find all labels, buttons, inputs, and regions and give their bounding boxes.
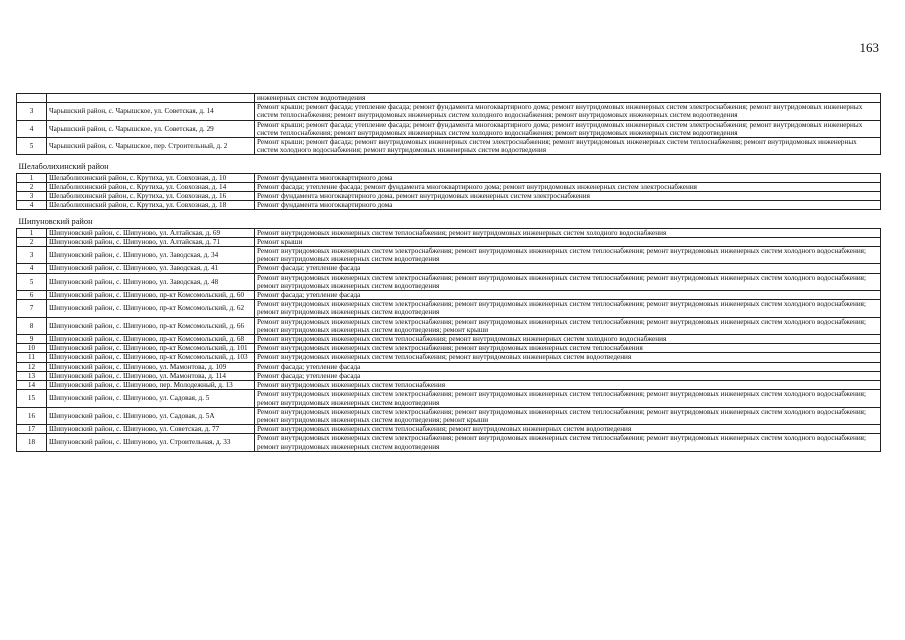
row-number: 3 — [17, 103, 47, 120]
row-number: 16 — [17, 407, 47, 424]
district-section-row — [17, 210, 881, 228]
row-number: 4 — [17, 264, 47, 273]
table-row — [17, 362, 881, 371]
table-row — [17, 407, 881, 424]
row-address: Чарышский район, с. Чарышское, пер. Строительный, д. 2 — [47, 138, 255, 155]
row-work-list: Ремонт внутридомовых инженерных систем теплоснабжения; ремонт внутридомовых инженерных систем водоотведения — [255, 425, 881, 434]
row-number: 6 — [17, 291, 47, 300]
row-address: Шипуновский район, с. Шипуново, ул. Заводская, д. 41 — [47, 264, 255, 273]
row-number: 12 — [17, 362, 47, 371]
row-number: 13 — [17, 371, 47, 380]
row-address: Шипуновский район, с. Шипуново, ул. Мамонтова, д. 114 — [47, 371, 255, 380]
table-row — [17, 192, 881, 201]
row-number: 17 — [17, 425, 47, 434]
row-number: 8 — [17, 317, 47, 334]
document-sheet — [16, 93, 881, 452]
row-work-list: Ремонт фасада; утепление фасада — [255, 371, 881, 380]
table-row — [17, 237, 881, 246]
row-address: Шипуновский район, с. Шипуново, ул. Заводская, д. 48 — [47, 273, 255, 290]
district-title: Шипуновский район — [18, 217, 93, 227]
row-number: 3 — [17, 247, 47, 264]
table-row — [17, 201, 881, 210]
table-row — [17, 94, 881, 103]
row-number: 2 — [17, 182, 47, 191]
row-address: Шелаболихинский район, с. Крутиха, ул. Совхозная, д. 16 — [47, 192, 255, 201]
row-address: Чарышский район, с. Чарышское, ул. Советская, д. 14 — [47, 103, 255, 120]
row-address: Шелаболихинский район, с. Крутиха, ул. Совхозная, д. 10 — [47, 173, 255, 182]
row-work-list: Ремонт внутридомовых инженерных систем электроснабжения; ремонт внутридомовых инженерных систем теплоснабжения; ремонт внутридомовых инженерных систем холодного водоснабжения; ремонт внутридомовых инженерных систем водоотведения — [255, 300, 881, 317]
row-address: Чарышский район, с. Чарышское, ул. Советская, д. 29 — [47, 120, 255, 137]
table-row — [17, 264, 881, 273]
row-work-list: Ремонт фундамента многоквартирного дома — [255, 201, 881, 210]
row-work-list: Ремонт внутридомовых инженерных систем теплоснабжения; ремонт внутридомовых инженерных систем водоотведения — [255, 353, 881, 362]
table-row — [17, 371, 881, 380]
row-work-list: Ремонт внутридомовых инженерных систем электроснабжения; ремонт внутридомовых инженерных систем теплоснабжения; ремонт внутридомовых инженерных систем холодного водоснабжения; ремонт внутридомовых инженерных систем водоотведения — [255, 273, 881, 290]
table-row — [17, 381, 881, 390]
row-number: 18 — [17, 434, 47, 451]
table-row — [17, 173, 881, 182]
row-work-list: Ремонт внутридомовых инженерных систем электроснабжения; ремонт внутридомовых инженерных систем теплоснабжения; ремонт внутридомовых инженерных систем холодного водоснабжения; ремонт внутридомовых инженерных систем водоотведения — [255, 390, 881, 407]
table-row — [17, 425, 881, 434]
row-address: Шипуновский район, с. Шипуново, ул. Советская, д. 77 — [47, 425, 255, 434]
row-address: Шелаболихинский район, с. Крутиха, ул. Совхозная, д. 14 — [47, 182, 255, 191]
row-work-list: Ремонт крыши; ремонт фасада; утепление фасада; ремонт фундамента многоквартирного дома; ремонт внутридомовых инженерных систем электроснабжения; ремонт внутридомовых инженерных систем теплоснабжения; ремонт внутридомовых инженерных систем холодного водоснабжения; ремонт внутридомовых инженерных систем водоотведения — [255, 103, 881, 120]
table-row — [17, 291, 881, 300]
row-number: 15 — [17, 390, 47, 407]
row-work-list: Ремонт крыши; ремонт фасада; ремонт внутридомовых инженерных систем электроснабжения; ремонт внутридомовых инженерных систем теплоснабжения; ремонт внутридомовых инженерных систем холодного водоснабжения; ремонт внутридомовых инженерных систем водоотведения — [255, 138, 881, 155]
table-row — [17, 138, 881, 155]
row-work-list: Ремонт крыши — [255, 237, 881, 246]
row-address: Шипуновский район, с. Шипуново, ул. Мамонтова, д. 109 — [47, 362, 255, 371]
row-work-list: Ремонт фасада; утепление фасада — [255, 291, 881, 300]
row-number: 1 — [17, 228, 47, 237]
table-body — [17, 94, 881, 452]
row-work-list: Ремонт внутридомовых инженерных систем электроснабжения; ремонт внутридомовых инженерных систем теплоснабжения; ремонт внутридомовых инженерных систем холодного водоснабжения; ремонт внутридомовых инженерных систем водоотведения — [255, 434, 881, 451]
row-address: Шипуновский район, с. Шипуново, ул. Строительная, д. 33 — [47, 434, 255, 451]
table-row — [17, 344, 881, 353]
row-address: Шипуновский район, с. Шипуново, пер. Молодежный, д. 13 — [47, 381, 255, 390]
row-address — [47, 94, 255, 103]
row-work-list: Ремонт внутридомовых инженерных систем теплоснабжения; ремонт внутридомовых инженерных систем холодного водоснабжения — [255, 335, 881, 344]
row-work-list: Ремонт фасада; утепление фасада — [255, 264, 881, 273]
table-row — [17, 103, 881, 120]
row-work-list: Ремонт фасада; утепление фасада — [255, 362, 881, 371]
row-address: Шелаболихинский район, с. Крутиха, ул. Совхозная, д. 18 — [47, 201, 255, 210]
table-row — [17, 335, 881, 344]
district-title: Шелаболихинский район — [18, 162, 109, 172]
row-number: 4 — [17, 201, 47, 210]
table-row — [17, 120, 881, 137]
row-number — [17, 94, 47, 103]
table-row — [17, 390, 881, 407]
row-number: 1 — [17, 173, 47, 182]
row-work-list: Ремонт крыши; ремонт фасада; утепление фасада; ремонт фундамента многоквартирного дома; ремонт внутридомовых инженерных систем электроснабжения; ремонт внутридомовых инженерных систем теплоснабжения; ремонт внутридомовых инженерных систем холодного водоснабжения; ремонт внутридомовых инженерных систем водоотведения — [255, 120, 881, 137]
row-address: Шипуновский район, с. Шипуново, пр-кт Комсомольский, д. 66 — [47, 317, 255, 334]
row-work-list: Ремонт фундамента многоквартирного дома, ремонт внутридомовых инженерных систем электроснабжения — [255, 192, 881, 201]
row-work-list: Ремонт внутридомовых инженерных систем электроснабжения; ремонт внутридомовых инженерных систем теплоснабжения; ремонт внутридомовых инженерных систем холодного водоснабжения; ремонт внутридомовых инженерных систем водоотведения; ремонт крыши — [255, 317, 881, 334]
table-row — [17, 300, 881, 317]
district-section-row — [17, 155, 881, 173]
row-work-list: инженерных систем водоотведения — [255, 94, 881, 103]
row-address: Шипуновский район, с. Шипуново, пр-кт Комсомольский, д. 60 — [47, 291, 255, 300]
row-work-list: Ремонт внутридомовых инженерных систем теплоснабжения — [255, 381, 881, 390]
row-address: Шипуновский район, с. Шипуново, пр-кт Комсомольский, д. 68 — [47, 335, 255, 344]
row-address: Шипуновский район, с. Шипуново, пр-кт Комсомольский, д. 101 — [47, 344, 255, 353]
row-work-list: Ремонт внутридомовых инженерных систем теплоснабжения; ремонт внутридомовых инженерных систем холодного водоснабжения — [255, 228, 881, 237]
table-row — [17, 434, 881, 451]
row-address: Шипуновский район, с. Шипуново, ул. Садовая, д. 5А — [47, 407, 255, 424]
row-address: Шипуновский район, с. Шипуново, пр-кт Комсомольский, д. 103 — [47, 353, 255, 362]
table-row — [17, 182, 881, 191]
row-work-list: Ремонт фундамента многоквартирного дома — [255, 173, 881, 182]
row-work-list: Ремонт внутридомовых инженерных систем электроснабжения; ремонт внутридомовых инженерных систем теплоснабжения; ремонт внутридомовых инженерных систем холодного водоснабжения; ремонт внутридомовых инженерных систем водоотведения — [255, 247, 881, 264]
row-address: Шипуновский район, с. Шипуново, пр-кт Комсомольский, д. 62 — [47, 300, 255, 317]
row-address: Шипуновский район, с. Шипуново, ул. Садовая, д. 5 — [47, 390, 255, 407]
table-row — [17, 273, 881, 290]
table-row — [17, 317, 881, 334]
row-work-list: Ремонт внутридомовых инженерных систем электроснабжения; ремонт внутридомовых инженерных систем теплоснабжения — [255, 344, 881, 353]
row-number: 9 — [17, 335, 47, 344]
repair-works-table — [16, 93, 881, 452]
table-row — [17, 228, 881, 237]
row-number: 5 — [17, 273, 47, 290]
page-number: 163 — [859, 40, 879, 55]
table-row — [17, 353, 881, 362]
row-address: Шипуновский район, с. Шипуново, ул. Заводская, д. 34 — [47, 247, 255, 264]
row-number: 11 — [17, 353, 47, 362]
row-work-list: Ремонт внутридомовых инженерных систем электроснабжения; ремонт внутридомовых инженерных систем теплоснабжения; ремонт внутридомовых инженерных систем холодного водоснабжения; ремонт внутридомовых инженерных систем водоотведения; ремонт крыши — [255, 407, 881, 424]
row-work-list: Ремонт фасада; утепление фасада; ремонт фундамента многоквартирного дома; ремонт внутридомовых инженерных систем электроснабжения — [255, 182, 881, 191]
row-address: Шипуновский район, с. Шипуново, ул. Алтайская, д. 71 — [47, 237, 255, 246]
row-number: 4 — [17, 120, 47, 137]
row-number: 10 — [17, 344, 47, 353]
row-number: 3 — [17, 192, 47, 201]
row-number: 7 — [17, 300, 47, 317]
row-number: 5 — [17, 138, 47, 155]
table-row — [17, 247, 881, 264]
row-number: 2 — [17, 237, 47, 246]
row-number: 14 — [17, 381, 47, 390]
row-address: Шипуновский район, с. Шипуново, ул. Алтайская, д. 69 — [47, 228, 255, 237]
